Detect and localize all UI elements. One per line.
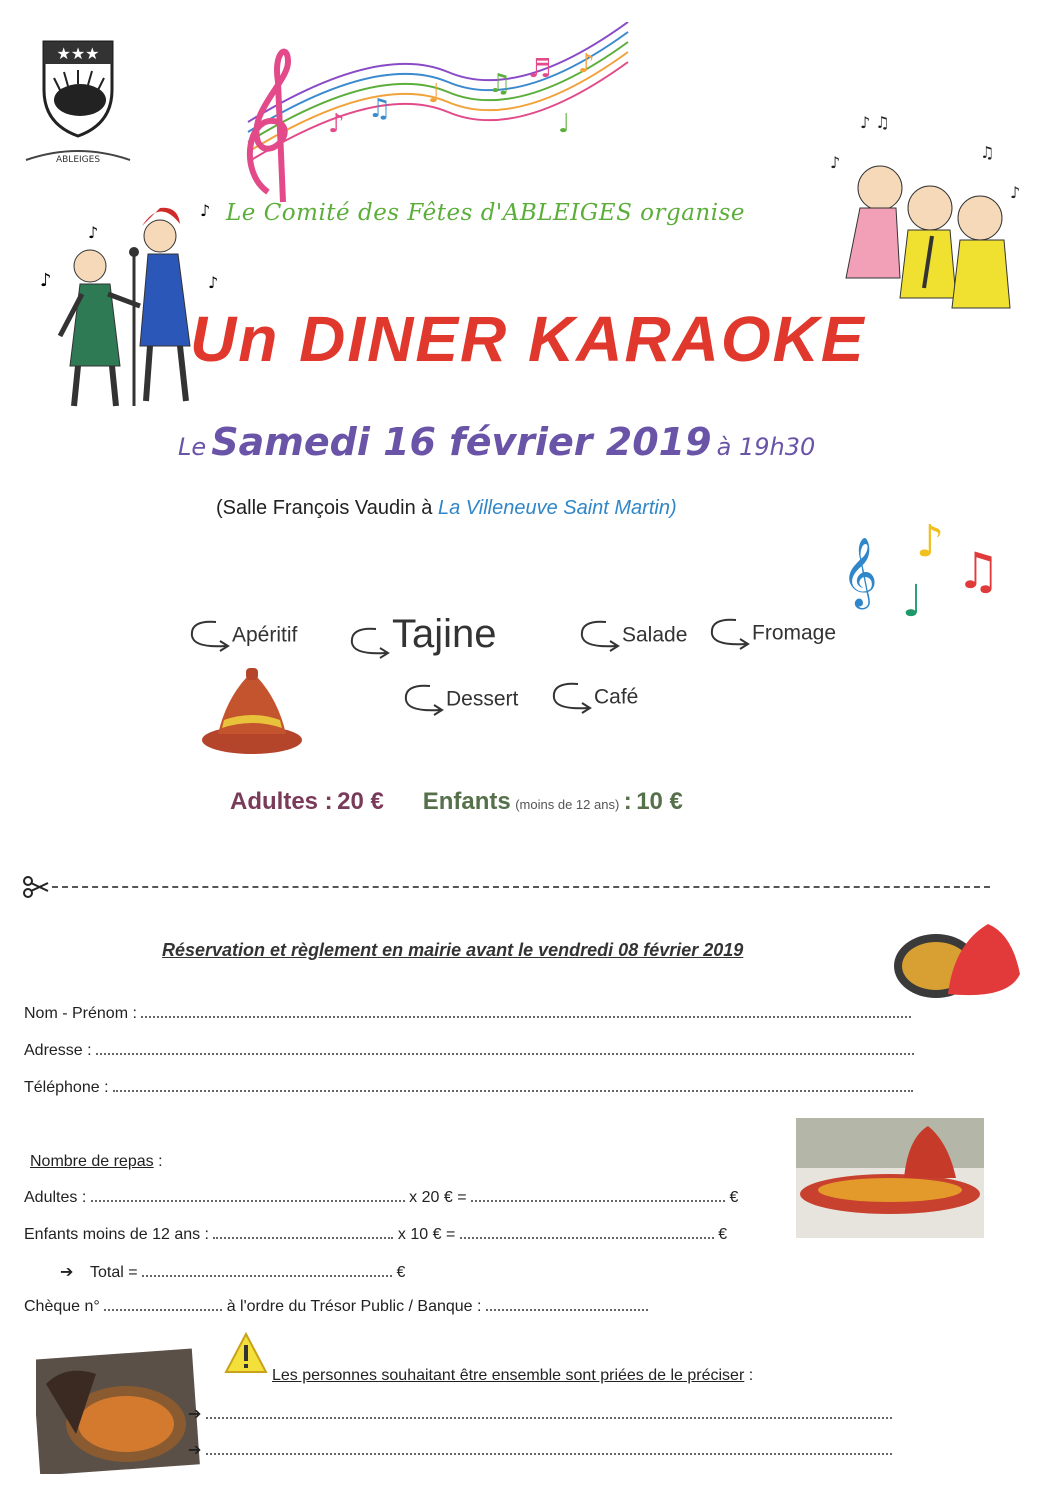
- warning-icon: [224, 1332, 268, 1374]
- svg-text:♪: ♪: [88, 223, 99, 242]
- svg-text:♪: ♪: [328, 109, 345, 139]
- children-total-input[interactable]: [460, 1225, 714, 1239]
- curved-arrow-icon: [706, 614, 752, 654]
- arrow-icon: ➔: [60, 1264, 74, 1281]
- curved-arrow-icon: [400, 680, 446, 720]
- together-line-2[interactable]: [188, 1440, 892, 1460]
- svg-text:♫: ♫: [980, 143, 995, 162]
- bank-input[interactable]: [486, 1297, 648, 1311]
- menu-item-fromage: Fromage: [706, 614, 836, 654]
- reservation-heading: Réservation et règlement en mairie avant le vendredi 08 février 2019: [162, 940, 744, 960]
- svg-text:ABLEIGES: ABLEIGES: [55, 155, 101, 165]
- venue-place: La Villeneuve Saint Martin): [437, 497, 677, 519]
- svg-text:♫: ♫: [956, 542, 1001, 600]
- menu-item-aperitif: Apéritif: [186, 616, 297, 656]
- address-input[interactable]: [96, 1041, 914, 1055]
- scissors-icon: [22, 876, 50, 898]
- menu-item-tajine: Tajine: [346, 612, 497, 663]
- date-prefix: Le: [178, 433, 207, 461]
- svg-text:♪: ♪: [916, 516, 945, 567]
- adult-price-label: Adultes :: [230, 788, 333, 815]
- svg-text:♩: ♩: [902, 576, 923, 620]
- child-price-sep: :: [623, 788, 632, 815]
- adult-price: 20 €: [337, 788, 384, 815]
- phone-field[interactable]: Téléphone :: [24, 1078, 913, 1097]
- total-field[interactable]: ➔ Total = €: [60, 1264, 406, 1281]
- tajine-photo-3: [36, 1344, 206, 1474]
- event-date: Samedi 16 février 2019: [211, 420, 712, 464]
- together-input-1[interactable]: [206, 1405, 892, 1419]
- event-time: à 19h30: [716, 433, 816, 461]
- phone-input[interactable]: [113, 1078, 913, 1092]
- svg-text:★★★: ★★★: [56, 44, 100, 63]
- tajine-icon: [196, 660, 308, 760]
- children-count-input[interactable]: [213, 1225, 393, 1239]
- together-note: Les personnes souhaitant être ensemble sont priées de le préciser :: [272, 1367, 754, 1384]
- svg-text:♪: ♪: [578, 49, 595, 79]
- event-date-line: [178, 420, 815, 464]
- menu-item-dessert: Dessert: [400, 680, 518, 720]
- cut-line: [52, 886, 990, 888]
- curved-arrow-icon: [576, 616, 622, 656]
- curved-arrow-icon: [186, 616, 232, 656]
- tajine-photo-icon: [888, 914, 1024, 1010]
- svg-text:♪: ♪: [40, 270, 52, 291]
- svg-text:♪: ♪: [200, 201, 211, 220]
- svg-text:♪: ♪: [208, 273, 219, 292]
- venue-line: [216, 497, 677, 520]
- singers-right-icon: [820, 108, 1030, 318]
- adults-count-input[interactable]: [91, 1188, 405, 1202]
- arrow-icon: ➔: [188, 1406, 202, 1423]
- child-age-note: (moins de 12 ans): [515, 797, 620, 812]
- page-title: Un DINER KARAOKE: [190, 303, 866, 375]
- svg-text:♩: ♩: [558, 109, 571, 139]
- svg-text:𝄞: 𝄞: [842, 537, 878, 607]
- name-field[interactable]: Nom - Prénom :: [24, 1004, 911, 1023]
- music-notes-icon: [838, 508, 1018, 620]
- cheque-number-input[interactable]: [104, 1297, 222, 1311]
- curved-arrow-icon: [346, 623, 392, 663]
- together-input-2[interactable]: [206, 1441, 892, 1455]
- prices-line: [230, 788, 683, 816]
- crest-icon: [40, 38, 116, 138]
- svg-text:♩: ♩: [428, 79, 441, 109]
- svg-text:♪: ♪: [830, 153, 841, 172]
- adults-count-field[interactable]: Adultes : x 20 € = €: [24, 1189, 739, 1206]
- children-count-field[interactable]: Enfants moins de 12 ans : x 10 € = €: [24, 1226, 728, 1243]
- adults-total-input[interactable]: [471, 1188, 725, 1202]
- tajine-photo-2: [796, 1118, 984, 1238]
- child-price: 10 €: [636, 788, 683, 815]
- cheque-field[interactable]: Chèque n° à l'ordre du Trésor Public / Banque :: [24, 1297, 648, 1316]
- svg-text:♫: ♫: [488, 69, 512, 99]
- arrow-icon: ➔: [188, 1442, 202, 1459]
- menu-item-salade: Salade: [576, 616, 687, 656]
- address-field[interactable]: Adresse :: [24, 1041, 914, 1060]
- svg-text:♫: ♫: [368, 94, 392, 124]
- svg-text:♬: ♬: [528, 54, 552, 84]
- total-input[interactable]: [142, 1263, 392, 1277]
- meals-heading: Nombre de repas :: [30, 1153, 163, 1170]
- svg-text:♪ ♫: ♪ ♫: [860, 113, 890, 132]
- music-staff-icon: [228, 22, 638, 212]
- child-price-label: Enfants: [422, 788, 511, 815]
- venue-prefix: (Salle François Vaudin à: [216, 497, 433, 519]
- together-line-1[interactable]: [188, 1404, 892, 1424]
- curved-arrow-icon: [548, 678, 594, 718]
- name-input[interactable]: [141, 1004, 911, 1018]
- crest-ribbon-icon: [22, 140, 134, 170]
- svg-text:♪: ♪: [1010, 183, 1021, 202]
- organiser-text: Le Comité des Fêtes d'ABLEIGES organise: [226, 200, 745, 226]
- menu-item-cafe: Café: [548, 678, 638, 718]
